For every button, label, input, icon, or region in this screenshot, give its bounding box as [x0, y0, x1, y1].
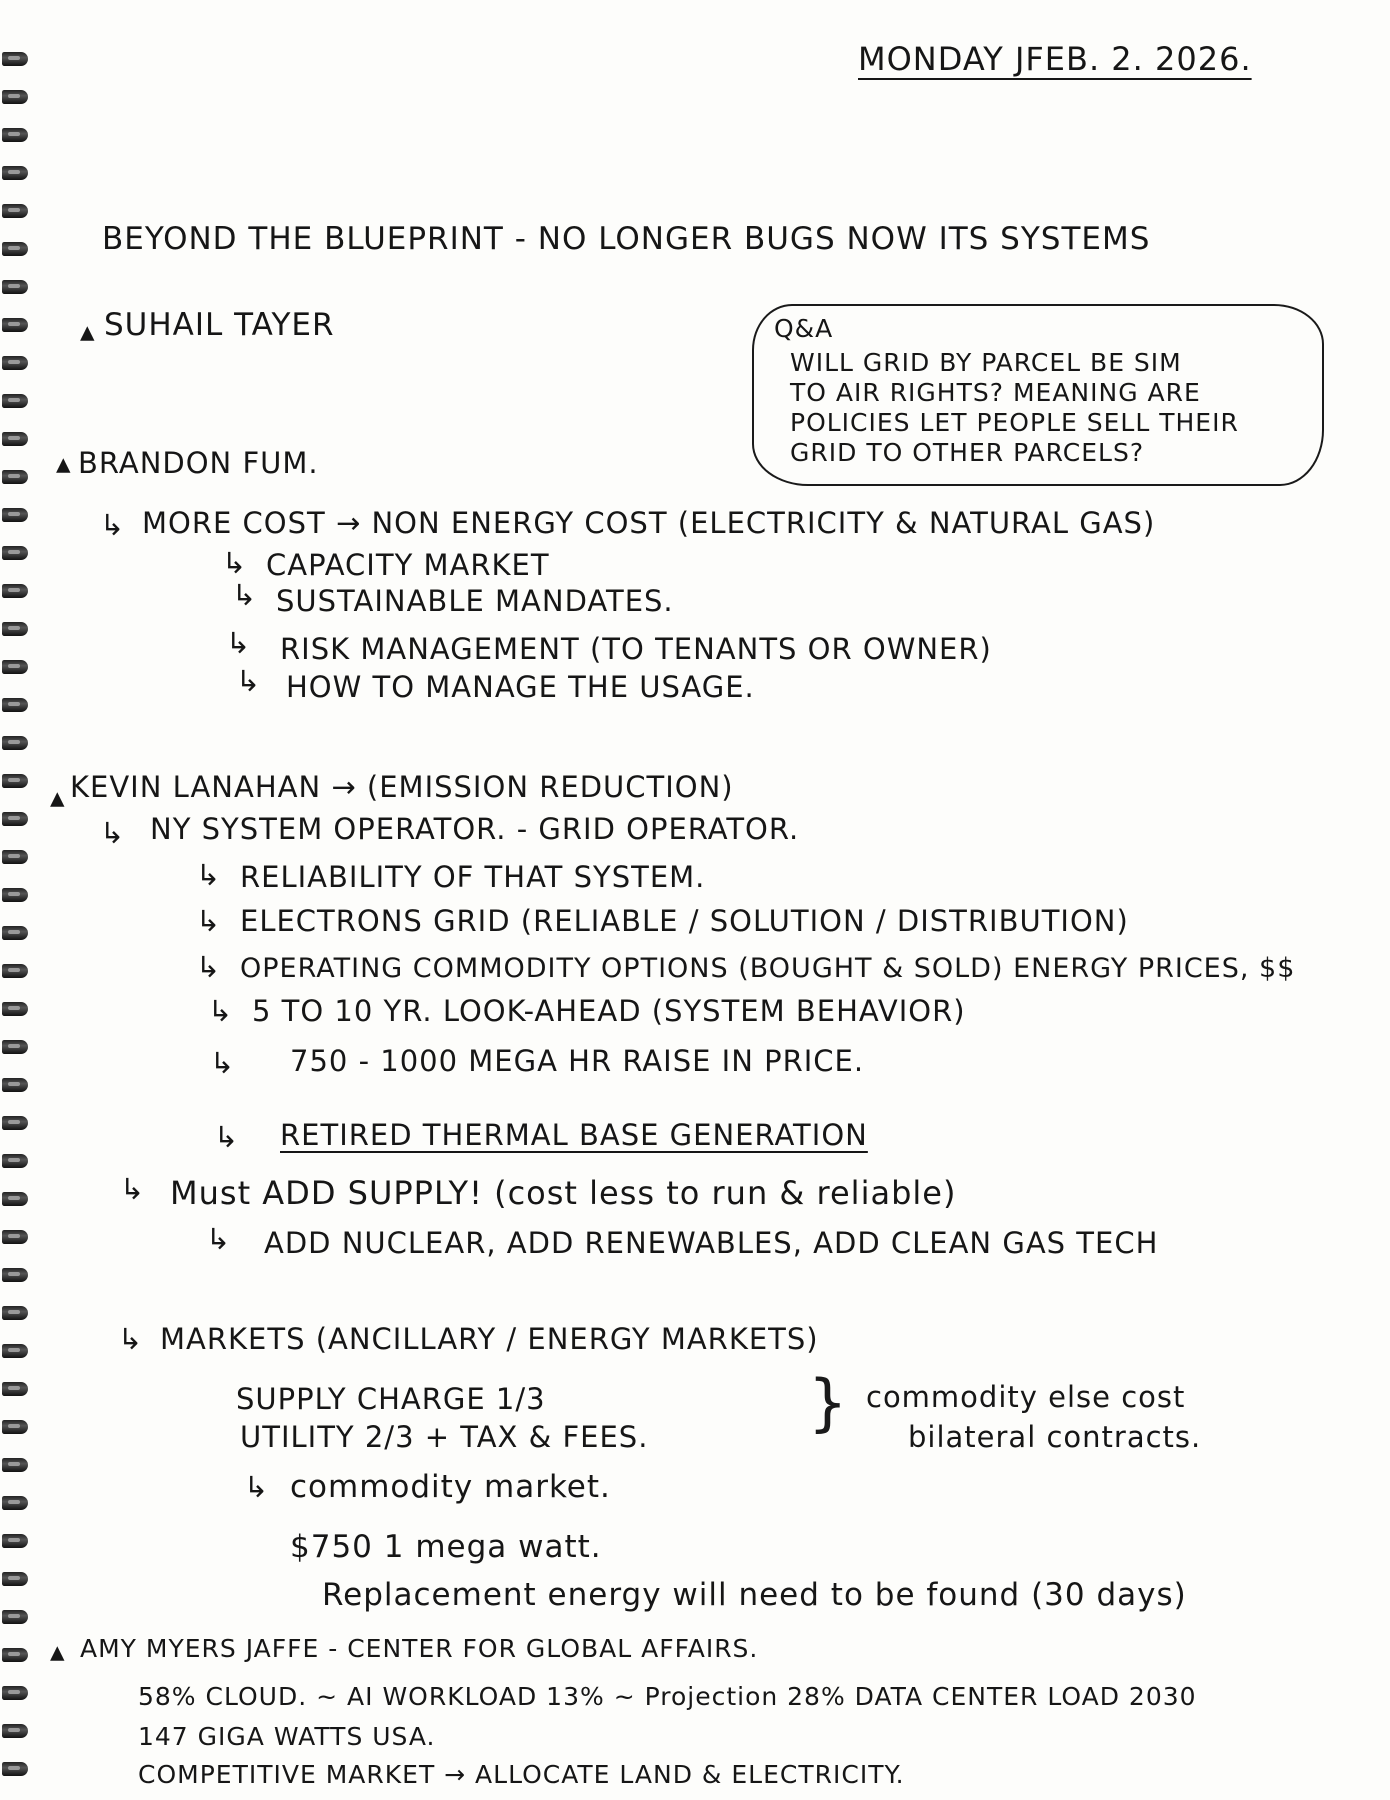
arrow-icon: ↳	[244, 1470, 270, 1504]
binding-ring	[2, 1610, 28, 1624]
note-line: Replacement energy will need to be found (30 days)	[322, 1577, 1187, 1613]
note-line: $750 1 mega watt.	[290, 1529, 602, 1565]
binding-ring	[2, 128, 28, 142]
binding-ring	[2, 1344, 28, 1358]
binding-ring	[2, 1306, 28, 1320]
binding-ring	[2, 622, 28, 636]
binding-ring	[2, 660, 28, 674]
binding-ring	[2, 356, 28, 370]
note-line: MORE COST → NON ENERGY COST (ELECTRICITY & NATURAL GAS)	[142, 506, 1156, 540]
note-line: RETIRED THERMAL BASE GENERATION	[280, 1118, 868, 1152]
binding-ring	[2, 698, 28, 712]
binding-ring	[2, 546, 28, 560]
binding-ring	[2, 1192, 28, 1206]
binding-ring	[2, 1686, 28, 1700]
speaker-bullet: ▴	[56, 446, 72, 480]
qa-line: WILL GRID BY PARCEL BE SIM	[790, 348, 1182, 377]
binding-ring	[2, 964, 28, 978]
binding-ring	[2, 774, 28, 788]
binding-ring	[2, 52, 28, 66]
binding-ring	[2, 1458, 28, 1472]
binding-ring	[2, 318, 28, 332]
note-line: 5 TO 10 YR. LOOK-AHEAD (SYSTEM BEHAVIOR)	[252, 994, 966, 1028]
brace-symbol: }	[808, 1366, 848, 1439]
arrow-icon: ↳	[232, 578, 258, 612]
page-date: MONDAY JFEB. 2. 2026.	[858, 40, 1252, 78]
note-line: SUSTAINABLE MANDATES.	[276, 584, 674, 618]
binding-ring	[2, 1496, 28, 1510]
note-line: RISK MANAGEMENT (TO TENANTS OR OWNER)	[280, 632, 992, 666]
note-line: MARKETS (ANCILLARY / ENERGY MARKETS)	[160, 1322, 819, 1356]
spiral-binding	[0, 0, 40, 1800]
speaker-name-suhail: SUHAIL TAYER	[104, 307, 335, 343]
binding-ring	[2, 432, 28, 446]
binding-ring	[2, 1572, 28, 1586]
arrow-icon: ↳	[196, 904, 222, 938]
note-line: 58% CLOUD. ~ AI WORKLOAD 13% ~ Projection 28% DATA CENTER LOAD 2030	[138, 1682, 1197, 1711]
arrow-icon: ↳	[222, 546, 248, 580]
speaker-bullet: ▴	[50, 780, 66, 814]
arrow-icon: ↳	[236, 664, 262, 698]
binding-ring	[2, 850, 28, 864]
speaker-bullet: ▴	[80, 314, 96, 348]
note-line: 147 GIGA WATTS USA.	[138, 1722, 436, 1751]
binding-ring	[2, 1230, 28, 1244]
qa-line: GRID TO OTHER PARCELS?	[790, 438, 1145, 467]
binding-ring	[2, 736, 28, 750]
arrow-icon: ↳	[208, 994, 234, 1028]
arrow-icon: ↳	[120, 1172, 146, 1206]
speaker-bullet: ▴	[50, 1634, 66, 1668]
note-line: CAPACITY MARKET	[266, 548, 550, 582]
note-line: 750 - 1000 MEGA HR RAISE IN PRICE.	[290, 1044, 865, 1078]
binding-ring	[2, 1268, 28, 1282]
qa-label: Q&A	[774, 314, 834, 343]
arrow-icon: ↳	[100, 508, 126, 542]
binding-ring	[2, 1420, 28, 1434]
note-line: bilateral contracts.	[908, 1420, 1202, 1454]
binding-ring	[2, 1724, 28, 1738]
note-line: ADD NUCLEAR, ADD RENEWABLES, ADD CLEAN GAS TECH	[264, 1226, 1159, 1260]
binding-ring	[2, 508, 28, 522]
arrow-icon: ↳	[206, 1222, 232, 1256]
note-line: commodity market.	[290, 1469, 611, 1505]
binding-ring	[2, 1078, 28, 1092]
arrow-icon: ↳	[226, 626, 252, 660]
speaker-name-amy: AMY MYERS JAFFE - CENTER FOR GLOBAL AFFAIRS.	[80, 1634, 759, 1663]
binding-ring	[2, 280, 28, 294]
binding-ring	[2, 1534, 28, 1548]
arrow-icon: ↳	[196, 950, 222, 984]
note-line: COMPETITIVE MARKET → ALLOCATE LAND & ELECTRICITY.	[138, 1760, 905, 1789]
binding-ring	[2, 1382, 28, 1396]
binding-ring	[2, 926, 28, 940]
qa-line: TO AIR RIGHTS? MEANING ARE	[790, 378, 1201, 407]
qa-callout	[752, 304, 1324, 486]
qa-line: POLICIES LET PEOPLE SELL THEIR	[790, 408, 1239, 437]
binding-ring	[2, 90, 28, 104]
note-line: NY SYSTEM OPERATOR. - GRID OPERATOR.	[150, 812, 800, 846]
binding-ring	[2, 1002, 28, 1016]
note-line: commodity else cost	[866, 1380, 1186, 1414]
binding-ring	[2, 1154, 28, 1168]
binding-ring	[2, 1116, 28, 1130]
note-line: Must ADD SUPPLY! (cost less to run & reliable)	[170, 1174, 957, 1212]
binding-ring	[2, 204, 28, 218]
binding-ring	[2, 888, 28, 902]
binding-ring	[2, 584, 28, 598]
arrow-icon: ↳	[214, 1120, 240, 1154]
arrow-icon: ↳	[100, 816, 126, 850]
arrow-icon: ↳	[118, 1322, 144, 1356]
note-line: RELIABILITY OF THAT SYSTEM.	[240, 860, 706, 894]
arrow-icon: ↳	[196, 858, 222, 892]
note-line: SUPPLY CHARGE 1/3	[236, 1382, 546, 1416]
binding-ring	[2, 812, 28, 826]
speaker-name-kevin: KEVIN LANAHAN → (EMISSION REDUCTION)	[70, 770, 734, 804]
note-line: HOW TO MANAGE THE USAGE.	[286, 670, 755, 704]
binding-ring	[2, 166, 28, 180]
binding-ring	[2, 470, 28, 484]
binding-ring	[2, 394, 28, 408]
binding-ring	[2, 1040, 28, 1054]
arrow-icon: ↳	[210, 1046, 236, 1080]
speaker-name-brandon: BRANDON FUM.	[78, 446, 319, 480]
note-line: UTILITY 2/3 + TAX & FEES.	[240, 1420, 649, 1454]
binding-ring	[2, 1648, 28, 1662]
page-title: BEYOND THE BLUEPRINT - NO LONGER BUGS NOW ITS SYSTEMS	[102, 221, 1151, 257]
binding-ring	[2, 242, 28, 256]
binding-ring	[2, 1762, 28, 1776]
note-line: OPERATING COMMODITY OPTIONS (BOUGHT & SOLD) ENERGY PRICES, $$	[240, 953, 1296, 984]
note-line: ELECTRONS GRID (RELIABLE / SOLUTION / DISTRIBUTION)	[240, 904, 1129, 938]
